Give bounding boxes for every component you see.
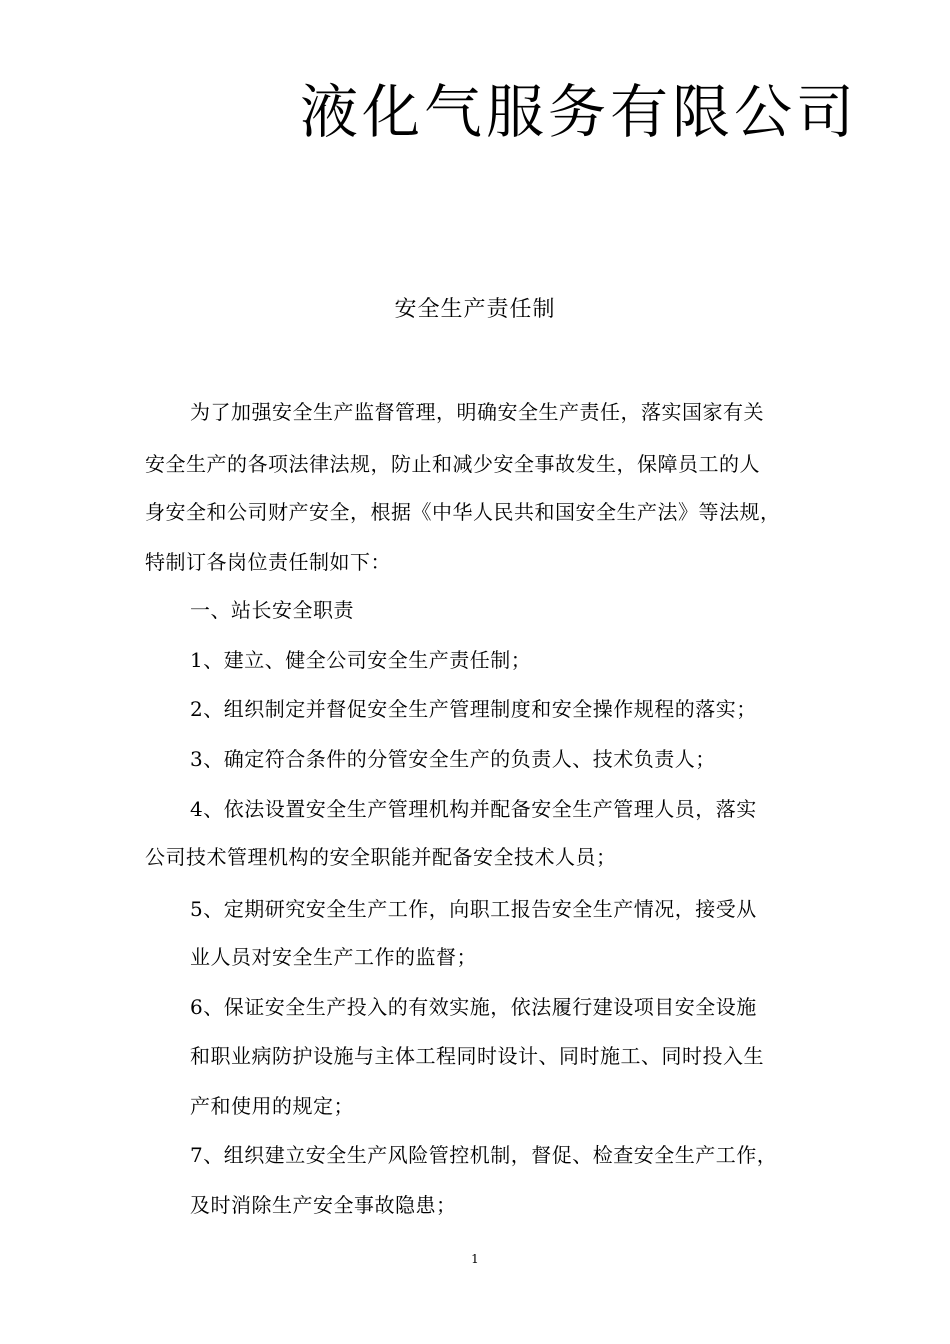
company-name: 液化气服务有限公司 — [300, 78, 859, 146]
body-line: 为了加强安全生产监督管理，明确安全生产责任，落实国家有关 — [190, 400, 764, 424]
body-line: 身安全和公司财产安全，根据《中华人民共和国安全生产法》等法规， — [145, 500, 781, 524]
list-item-continuation: 业人员对安全生产工作的监督； — [190, 945, 477, 969]
list-item: 2、组织制定并督促安全生产管理制度和安全操作规程的落实； — [190, 697, 757, 721]
list-item: 4、依法设置安全生产管理机构并配备安全生产管理人员，落实 — [190, 797, 757, 821]
list-item: 3、确定符合条件的分管安全生产的负责人、技术负责人； — [190, 747, 716, 771]
list-item: 7、组织建立安全生产风险管控机制，督促、检查安全生产工作， — [190, 1143, 778, 1167]
list-item-continuation: 和职业病防护设施与主体工程同时设计、同时施工、同时投入生 — [190, 1044, 764, 1068]
list-item: 5、定期研究安全生产工作，向职工报告安全生产情况，接受从 — [190, 897, 757, 921]
section-heading: 一、站长安全职责 — [190, 598, 354, 622]
document-title: 安全生产责任制 — [394, 297, 556, 322]
page-number: 1 — [471, 1252, 479, 1266]
list-item-continuation: 产和使用的规定； — [190, 1094, 354, 1118]
list-item: 1、建立、健全公司安全生产责任制； — [190, 648, 532, 672]
list-item-continuation: 公司技术管理机构的安全职能并配备安全技术人员； — [145, 845, 617, 869]
body-line: 安全生产的各项法律法规，防止和减少安全事故发生，保障员工的人 — [145, 452, 760, 476]
list-item: 6、保证安全生产投入的有效实施，依法履行建设项目安全设施 — [190, 995, 757, 1019]
body-line: 特制订各岗位责任制如下： — [145, 550, 391, 574]
list-item-continuation: 及时消除生产安全事故隐患； — [190, 1193, 457, 1217]
